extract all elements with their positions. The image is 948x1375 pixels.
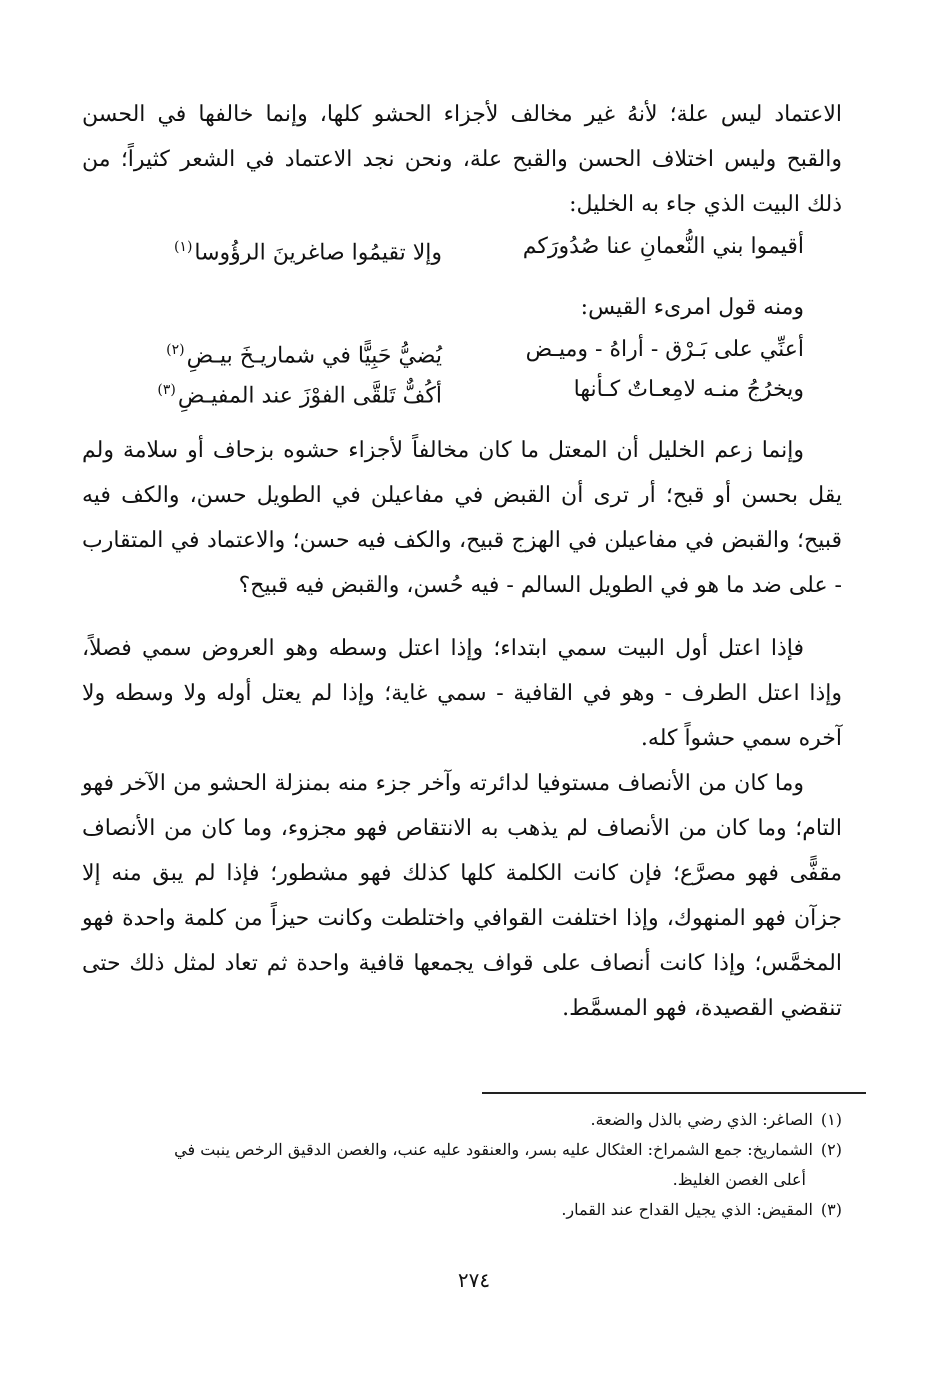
paragraph-1: الاعتماد ليس علة؛ لأنهُ غير مخالف لأجزاء الحشو كلها، وإنما خالفها في الحسن والقبح وليس اختلاف الحسن والقبح علة، ونحن نجد الاعتماد في الشعر كثيراً؛ من ذلك البيت الذي جاء به الخليل:: [82, 102, 842, 217]
verse-line-3: [82, 370, 842, 410]
footnote-1-number: (١): [820, 1110, 842, 1129]
verse-1-second-hemistich-wrap: [92, 227, 442, 273]
footnote-ref-3: (٣): [157, 382, 176, 398]
paragraph-5: وما كان من الأنصاف مستوفيا لدائرته وآخر جزء منه بمنزلة الحشو من الآخر فهو التام؛ وما كان من الأنصاف لم يذهب به الانتقاص فهو مجزوء، وما كان من الأنصاف مقفًّى فهو مصرَّع؛ فإن كانت الكلمة كلها كذلك فهو مشطور؛ فإذا لم يبق منه إلا جزآن فهو المنهوك، وإذا اختلفت القوافي واختلطت وكانت حيزاً من كلمة واحدة فهو المخمَّس؛ وإذا كانت أنصاف على قواف يجمعها قافية واحدة ثم تعاد لمثل ذلك حتى تنقضي القصيدة، فهو المسمَّط.: [82, 771, 842, 1021]
verse-1-first-hemistich: أقيموا بني النُّعمانِ عنا صُدُورَكم: [522, 234, 804, 259]
verse-3-first-hemistich: ويخرُجُ منـه لامِعـاتٌ كـأنها: [573, 377, 804, 402]
verse-3-second-hemistich-wrap: [92, 370, 442, 416]
footnote-ref-2: (٢): [166, 342, 185, 358]
footnote-2: [82, 1135, 842, 1195]
footnote-1-text: الصاغر: الذي رضي بالذل والضعة.: [590, 1110, 813, 1129]
footnote-3: [82, 1195, 842, 1225]
verse-1-second-hemistich: وإلا تقيمُوا صاغرينَ الرؤُوسا: [194, 240, 442, 266]
footnotes: [82, 1105, 842, 1225]
verse-3-second-hemistich: أكُفٌّ تَلقَّى الفوْزَ عند المفيـضِ: [177, 383, 442, 409]
verse-line-1: [82, 227, 842, 267]
page-body: [82, 92, 842, 1031]
verse-2-second-hemistich: يُضيُّ حَبِيًّا في شماريـخَ بيـضِ: [186, 343, 442, 369]
footnote-2-text: الشماريخ: جمع الشمراخ: العثكال عليه بسر، والعنقود عليه عنب، والغصن الدقيق الرخص ينبت في: [174, 1140, 813, 1159]
footnote-1: [82, 1105, 842, 1135]
paragraph-2: ومنه قول امرىء القيس:: [580, 295, 804, 320]
paragraph-3: وإنما زعم الخليل أن المعتل ما كان مخالفاً لأجزاء حشوه بزحاف أو سلامة ولم يقل بحسن أو قبح؛ أر ترى أن القبض في مفاعيلن في الطويل حسن، والكف فيه قبيح؛ والقبض في مفاعيلن في الهزج قبيح، والكف فيه حسن؛ والاعتماد في المتقارب - على ضد ما هو في الطويل السالم - فيه حُسن، والقبض فيه قبيح؟: [82, 438, 842, 598]
footnote-separator: [482, 1092, 866, 1094]
footnote-3-text: المقيض: الذي يجيل القداح عند القمار.: [561, 1200, 813, 1219]
footnote-2-continuation: أعلى الغصن الغليظ.: [672, 1170, 806, 1189]
verse-2-first-hemistich: أعنِّي على بَـرْق - أراهُ - وميـض: [525, 337, 804, 362]
verse-line-2: [82, 330, 842, 370]
footnote-ref-1: (١): [173, 239, 193, 255]
paragraph-4: فإذا اعتل أول البيت سمي ابتداء؛ وإذا اعتل وسطه وهو العروض سمي فصلاً، وإذا اعتل الطرف - وهو في القافية - سمي غاية؛ وإذا لم يعتل أوله ولا وسطه ولا آخره سمي حشواً كله.: [82, 636, 842, 751]
footnote-2-number: (٢): [820, 1140, 842, 1159]
footnote-3-number: (٣): [820, 1200, 842, 1219]
page-number: ٢٧٤: [457, 1268, 491, 1292]
